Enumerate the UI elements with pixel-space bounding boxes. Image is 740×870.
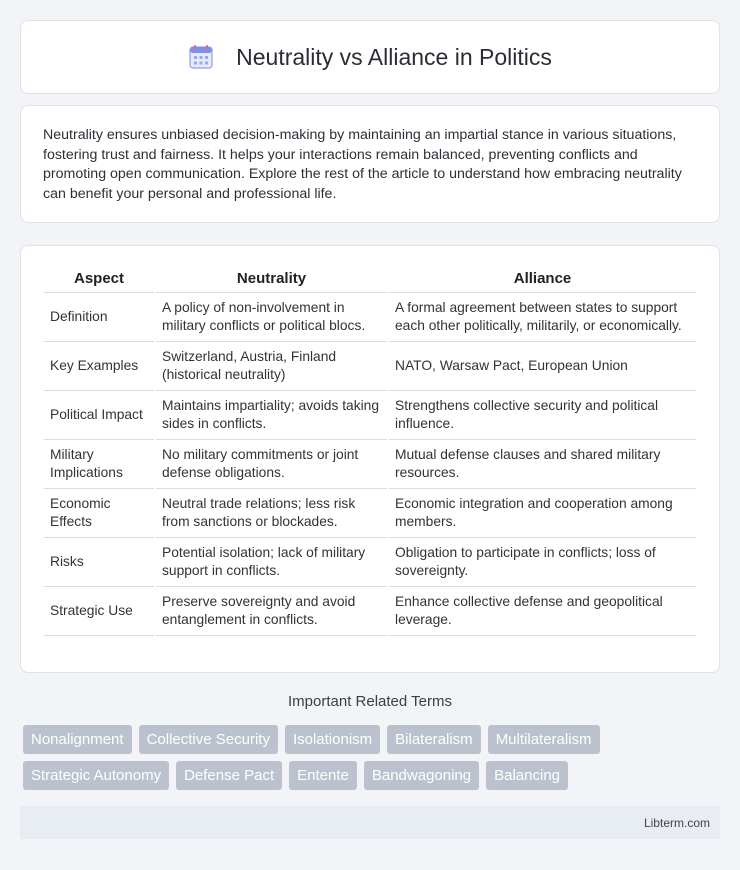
tag-bandwagoning[interactable]: Bandwagoning [364,761,479,790]
tag-balancing[interactable]: Balancing [486,761,568,790]
related-terms-title: Important Related Terms [288,693,452,710]
table-row [44,293,696,342]
tag-defense-pact[interactable]: Defense Pact [176,761,282,790]
tag-multilateralism[interactable]: Multilateralism [488,725,600,754]
table-row [44,587,696,636]
table-header-row [44,266,696,293]
alliance-cell: Obligation to participate in conflicts; loss of sovereignty. [389,538,696,587]
header-aspect: Aspect [44,266,154,293]
aspect-cell: Economic Effects [44,489,154,538]
table-row [44,440,696,489]
table-row [44,391,696,440]
tag-nonalignment[interactable]: Nonalignment [23,725,132,754]
table-row [44,342,696,391]
tag-strategic-autonomy[interactable]: Strategic Autonomy [23,761,169,790]
alliance-cell: Enhance collective defense and geopolitical leverage. [389,587,696,636]
title-card [20,20,720,94]
header-neutrality: Neutrality [156,266,387,293]
tag-row [23,761,723,790]
tag-row [23,725,723,754]
neutrality-cell: Neutral trade relations; less risk from sanctions or blockades. [156,489,387,538]
neutrality-cell: Switzerland, Austria, Finland (historical neutrality) [156,342,387,391]
neutrality-cell: Maintains impartiality; avoids taking sides in conflicts. [156,391,387,440]
footer-site-link[interactable]: Libterm.com [643,816,710,830]
calendar-grid-icon [188,44,214,70]
neutrality-cell: No military commitments or joint defense obligations. [156,440,387,489]
alliance-cell: Mutual defense clauses and shared military resources. [389,440,696,489]
neutrality-cell: Preserve sovereignty and avoid entanglement in conflicts. [156,587,387,636]
aspect-cell: Military Implications [44,440,154,489]
aspect-cell: Strategic Use [44,587,154,636]
neutrality-cell: A policy of non-involvement in military conflicts or political blocs. [156,293,387,342]
tag-collective-security[interactable]: Collective Security [139,725,278,754]
footer [20,806,720,839]
comparison-table [42,266,698,636]
aspect-cell: Risks [44,538,154,587]
aspect-cell: Political Impact [44,391,154,440]
tag-entente[interactable]: Entente [289,761,357,790]
tag-bilateralism[interactable]: Bilateralism [387,725,481,754]
comparison-table-card [20,245,720,673]
related-terms-list [23,725,723,797]
intro-card [20,105,720,223]
intro-text: Neutrality ensures unbiased decision-making by maintaining an impartial stance in various situations, fostering trust and fairness. It helps your interactions remain balanced, preventing conflicts and promoting open communication. Explore the rest of the article to understand how embracing neutrality can benefit your personal and professional life. [43,127,682,202]
header-alliance: Alliance [389,266,696,293]
table-row [44,489,696,538]
table-row [44,538,696,587]
alliance-cell: A formal agreement between states to support each other politically, militarily, or economically. [389,293,696,342]
tag-isolationism[interactable]: Isolationism [285,725,380,754]
alliance-cell: Economic integration and cooperation among members. [389,489,696,538]
alliance-cell: NATO, Warsaw Pact, European Union [389,342,696,391]
page-title: Neutrality vs Alliance in Politics [236,43,552,70]
neutrality-cell: Potential isolation; lack of military support in conflicts. [156,538,387,587]
alliance-cell: Strengthens collective security and political influence. [389,391,696,440]
aspect-cell: Definition [44,293,154,342]
aspect-cell: Key Examples [44,342,154,391]
